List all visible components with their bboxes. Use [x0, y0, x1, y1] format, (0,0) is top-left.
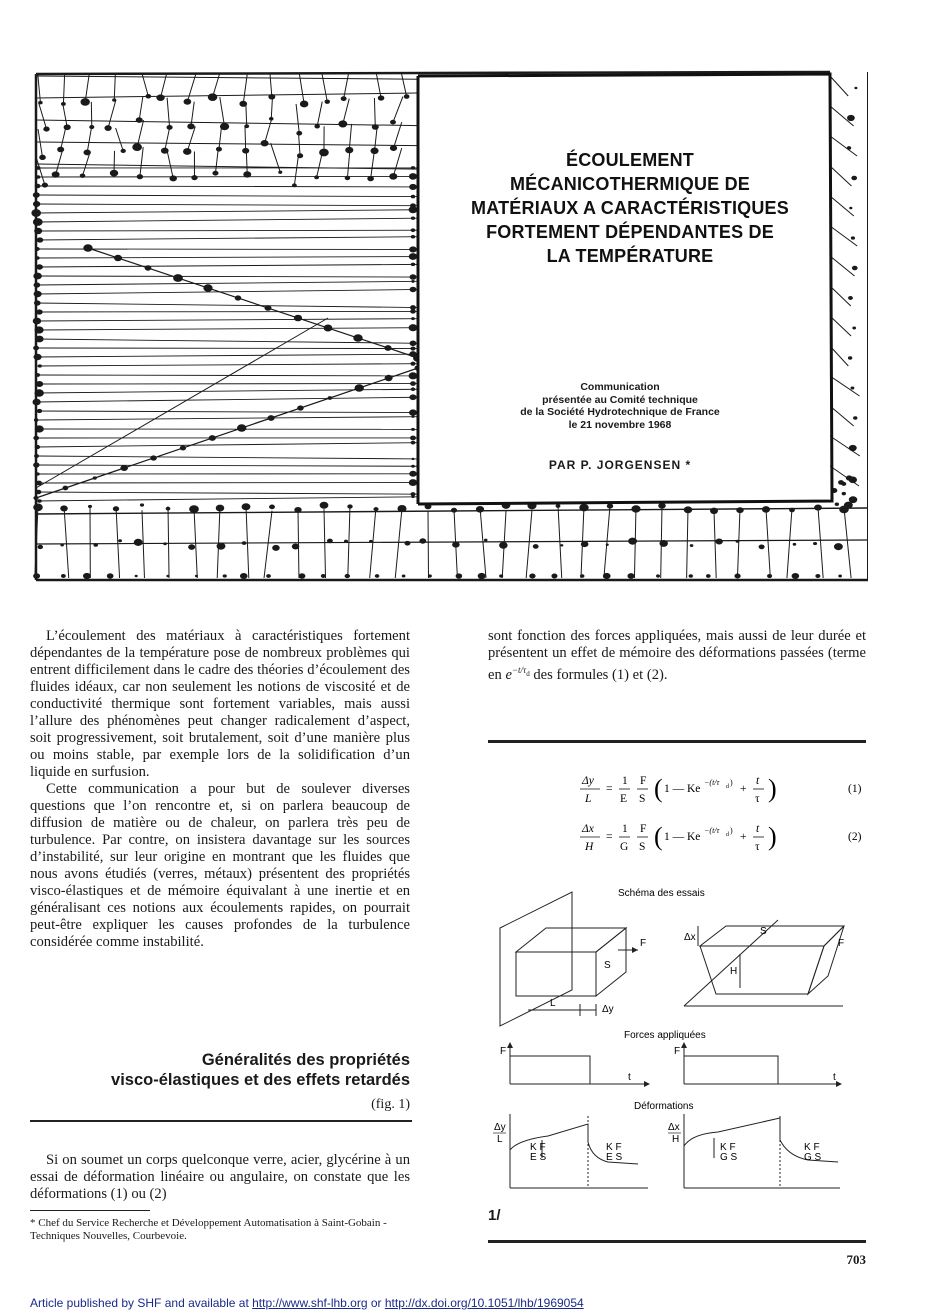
- footnote: [30, 1217, 412, 1243]
- left-column-continued: [30, 1152, 410, 1203]
- footer-prefix: Article published by SHF and available at: [30, 1296, 253, 1310]
- svg-text:S: S: [639, 841, 646, 853]
- figure-1: [488, 880, 868, 1200]
- svg-text:Δy: Δy: [602, 1004, 614, 1015]
- svg-text:t: t: [628, 1072, 631, 1083]
- svg-text:L: L: [550, 998, 556, 1009]
- svg-text:K F: K F: [606, 1142, 622, 1153]
- svg-text:S: S: [639, 793, 646, 805]
- forces-title: Forces appliquées: [624, 1030, 706, 1041]
- footnote-text: * Chef du Service Recherche et Développement Automatisation à Saint-Gobain - Techniques Nouvelles, Courbevoie.: [30, 1217, 387, 1242]
- svg-text:E: E: [620, 793, 628, 805]
- figure-number: 1/: [488, 1207, 501, 1224]
- svg-text:Δx: Δx: [684, 932, 696, 943]
- figure-bottom-rule: [488, 1240, 866, 1243]
- right-column: [488, 628, 866, 684]
- communication-line: présentée au Comité technique: [542, 393, 698, 406]
- equation-2: [578, 818, 868, 858]
- title-line: MÉCANICOTHERMIQUE DE: [509, 174, 750, 194]
- svg-text:F: F: [838, 938, 845, 949]
- svg-text:F: F: [640, 775, 647, 787]
- svg-text:G S: G S: [804, 1152, 822, 1163]
- svg-text:d: d: [726, 784, 729, 790]
- schema-title: Schéma des essais: [618, 888, 705, 899]
- equation-1: [578, 770, 868, 810]
- svg-text:K F: K F: [530, 1142, 546, 1153]
- svg-text:L: L: [497, 1134, 503, 1145]
- communication-line: de la Société Hydrotechnique de France: [520, 406, 720, 418]
- svg-text:t: t: [756, 823, 760, 835]
- footer-note: [30, 1296, 584, 1310]
- svg-text:H: H: [672, 1134, 680, 1145]
- svg-text:t: t: [833, 1072, 836, 1083]
- svg-text:−(t/τ: −(t/τ: [704, 778, 720, 787]
- svg-text:K F: K F: [720, 1142, 736, 1153]
- svg-text:=: =: [606, 783, 613, 795]
- svg-text:H: H: [730, 966, 738, 977]
- section-heading: [30, 1050, 410, 1090]
- equation-number: (1): [848, 783, 862, 795]
- svg-text:−(t/τ: −(t/τ: [704, 826, 720, 835]
- svg-text:F: F: [640, 823, 647, 835]
- svg-text:d: d: [726, 832, 729, 838]
- svg-text:1: 1: [622, 823, 628, 835]
- communication-line: Communication: [580, 381, 660, 393]
- svg-text:Δx: Δx: [668, 1122, 680, 1133]
- svg-text:G S: G S: [720, 1152, 738, 1163]
- svg-text:(: (: [654, 774, 663, 803]
- svg-text:F: F: [640, 938, 647, 949]
- eq-lhs-num: Δy: [582, 775, 594, 787]
- svg-text:S: S: [760, 926, 767, 937]
- footnote-divider: [30, 1210, 150, 1211]
- svg-text:F: F: [674, 1046, 681, 1057]
- paragraph: sont fonction des forces appliquées, mais aussi de leur durée et présentent un effet de mémoire des déformations passées (terme en $e^{-t/\tau_d}$ des formules (1) et (2).: [488, 628, 866, 683]
- paragraph: Si on soumet un corps quelconque verre, acier, glycérine à un essai de déformation linéaire ou angulaire, on constate que les déformations (1) ou (2): [30, 1152, 410, 1202]
- paragraph: Cette communication a pour but de soulever diverses questions que l’on rencontre et, si on parlera beaucoup de diffusion de matière ou de chaleur, on parlera très peu de turbulence. Par contre, on insistera davantage sur les sources d’instabilité, sur leur origine en montrant que les fluides que nous avons étudiés (verres, métaux) présentent des propriétés visco-élastiques et de mémoire équivalant à une inertie et en généralisant ces notions aux écoulements rapides, on pourrait peut-être expliquer les causes profondes de la turbulence considérée comme instabilité.: [30, 781, 410, 950]
- svg-text:): ): [768, 822, 777, 851]
- eq-lhs-den: H: [585, 841, 594, 853]
- svg-text:F: F: [500, 1046, 507, 1057]
- svg-text:): ): [768, 774, 777, 803]
- svg-text:τ: τ: [755, 841, 760, 853]
- title-line: ÉCOULEMENT: [566, 150, 694, 170]
- page-number: 703: [846, 1252, 866, 1267]
- doi-link[interactable]: http://dx.doi.org/10.1051/lhb/1969054: [384, 1296, 584, 1310]
- paragraph: L’écoulement des matériaux à caractéristiques fortement dépendantes de la température pose de nombreux problèmes qui entrent difficilement dans le cadre des théories d’écoulement des fluides idéaux, car non seulement les notions de viscosité et de conductivité thermique sont fortement variables, mais aussi l’allure des phénomènes peut changer radicalement d’aspect, soit progressivement, soit brutalement, soit d’une manière plus ou moins stable, par exemple lors de la solidification d’un liquide en surfusion.: [30, 628, 410, 780]
- article-title: [430, 148, 830, 268]
- title-line: FORTEMENT DÉPENDANTES DE: [486, 222, 774, 242]
- svg-text:=: =: [606, 831, 613, 843]
- communication-note: [470, 381, 770, 431]
- header-illustration: [28, 68, 868, 588]
- svg-text:+: +: [740, 831, 747, 843]
- footer-middle: or: [367, 1296, 385, 1310]
- svg-text:1 — Ke: 1 — Ke: [664, 783, 701, 795]
- shf-link[interactable]: http://www.shf-lhb.org: [252, 1296, 368, 1310]
- svg-text:S: S: [604, 960, 611, 971]
- svg-text:+: +: [740, 783, 747, 795]
- svg-text:E S: E S: [530, 1152, 547, 1163]
- title-line: LA TEMPÉRATURE: [546, 246, 714, 266]
- left-column: [30, 628, 410, 951]
- deformations-title: Déformations: [634, 1101, 694, 1112]
- eq-lhs-den: L: [585, 793, 592, 805]
- svg-text:Δy: Δy: [494, 1122, 506, 1133]
- figure-reference: (fig. 1): [371, 1097, 410, 1112]
- svg-text:1: 1: [622, 775, 628, 787]
- author-line: PAR P. JORGENSEN *: [548, 458, 692, 472]
- section-heading-line: Généralités des propriétés: [201, 1051, 410, 1069]
- svg-text:): ): [730, 778, 733, 787]
- svg-text:G: G: [620, 841, 629, 853]
- svg-text:E S: E S: [606, 1152, 623, 1163]
- equation-number: (2): [848, 831, 862, 843]
- eq-lhs-num: Δx: [582, 823, 594, 835]
- title-line: MATÉRIAUX A CARACTÉRISTIQUES: [471, 198, 789, 218]
- section-heading-line: visco-élastiques et des effets retardés: [111, 1071, 410, 1089]
- svg-text:t: t: [756, 775, 760, 787]
- svg-text:τ: τ: [755, 793, 760, 805]
- svg-text:1 — Ke: 1 — Ke: [664, 831, 701, 843]
- svg-text:(: (: [654, 822, 663, 851]
- section-divider: [30, 1120, 412, 1122]
- column-divider: [488, 740, 866, 743]
- communication-line: le 21 novembre 1968: [568, 418, 672, 431]
- svg-text:): ): [730, 826, 733, 835]
- svg-text:K F: K F: [804, 1142, 820, 1153]
